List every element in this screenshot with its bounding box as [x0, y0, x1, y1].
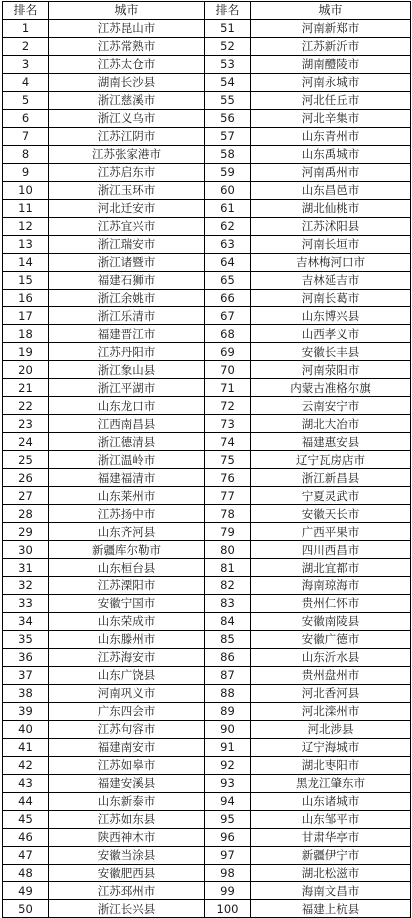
rank-cell: 30: [3, 541, 49, 559]
table-row: [3, 37, 411, 55]
table-row: [3, 19, 411, 37]
table-row: [3, 882, 411, 900]
city-cell: 河北迁安市: [49, 199, 205, 217]
rank-cell: 92: [205, 756, 251, 774]
table-row: [3, 73, 411, 91]
city-cell: 新疆伊宁市: [251, 846, 411, 864]
city-cell: 山东滕州市: [49, 630, 205, 648]
city-cell: 云南安宁市: [251, 397, 411, 415]
rank-cell: 11: [3, 199, 49, 217]
rank-cell: 20: [3, 361, 49, 379]
rank-cell: 66: [205, 289, 251, 307]
city-cell: 浙江温岭市: [49, 451, 205, 469]
city-cell: 山东昌邑市: [251, 181, 411, 199]
rank-cell: 81: [205, 559, 251, 577]
rank-cell: 8: [3, 145, 49, 163]
table-row: [3, 361, 411, 379]
table-row: [3, 738, 411, 756]
table-row: [3, 163, 411, 181]
city-cell: 山东诸城市: [251, 792, 411, 810]
city-cell: 河北辛集市: [251, 109, 411, 127]
rank-cell: 23: [3, 415, 49, 433]
table-row: [3, 666, 411, 684]
rank-cell: 7: [3, 127, 49, 145]
table-row: [3, 630, 411, 648]
city-cell: 四川西昌市: [251, 541, 411, 559]
city-cell: 浙江德清县: [49, 433, 205, 451]
city-cell: 湖北大冶市: [251, 415, 411, 433]
city-cell: 河南禹州市: [251, 163, 411, 181]
rank-cell: 2: [3, 37, 49, 55]
rank-cell: 59: [205, 163, 251, 181]
rank-cell: 14: [3, 253, 49, 271]
table-row: [3, 271, 411, 289]
city-cell: 河南长垣市: [251, 235, 411, 253]
city-cell: 陕西神木市: [49, 828, 205, 846]
city-cell: 广东四会市: [49, 702, 205, 720]
rank-cell: 38: [3, 684, 49, 702]
rank-cell: 45: [3, 810, 49, 828]
rank-cell: 17: [3, 307, 49, 325]
city-cell: 安徽广德市: [251, 630, 411, 648]
city-cell: 山东齐河县: [49, 523, 205, 541]
rank-cell: 83: [205, 594, 251, 612]
city-cell: 安徽长丰县: [251, 343, 411, 361]
city-cell: 浙江长兴县: [49, 900, 205, 918]
rank-cell: 47: [3, 846, 49, 864]
rank-cell: 53: [205, 55, 251, 73]
rank-cell: 93: [205, 774, 251, 792]
city-cell: 山东新泰市: [49, 792, 205, 810]
rank-cell: 65: [205, 271, 251, 289]
city-cell: 江西南昌县: [49, 415, 205, 433]
rank-cell: 86: [205, 648, 251, 666]
city-cell: 辽宁海城市: [251, 738, 411, 756]
city-cell: 江苏沭阳县: [251, 217, 411, 235]
rank-cell: 12: [3, 217, 49, 235]
table-row: [3, 702, 411, 720]
city-cell: 新疆库尔勒市: [49, 541, 205, 559]
city-cell: 广西平果市: [251, 523, 411, 541]
rank-cell: 55: [205, 91, 251, 109]
header-city: 城市: [49, 2, 205, 20]
rank-cell: 63: [205, 235, 251, 253]
rank-cell: 70: [205, 361, 251, 379]
table-row: [3, 325, 411, 343]
rank-cell: 84: [205, 612, 251, 630]
table-row: [3, 109, 411, 127]
rank-cell: 91: [205, 738, 251, 756]
rank-cell: 75: [205, 451, 251, 469]
header-city-2: 城市: [251, 2, 411, 20]
table-row: [3, 505, 411, 523]
rank-cell: 51: [205, 19, 251, 37]
city-cell: 海南文昌市: [251, 882, 411, 900]
rank-cell: 85: [205, 630, 251, 648]
rank-cell: 79: [205, 523, 251, 541]
city-cell: 山东莱州市: [49, 487, 205, 505]
city-cell: 安徽当涂县: [49, 846, 205, 864]
table-row: [3, 487, 411, 505]
rank-cell: 43: [3, 774, 49, 792]
city-cell: 江苏张家港市: [49, 145, 205, 163]
city-cell: 江苏扬中市: [49, 505, 205, 523]
city-cell: 辽宁瓦房店市: [251, 451, 411, 469]
rank-cell: 48: [3, 864, 49, 882]
city-cell: 江苏新沂市: [251, 37, 411, 55]
city-cell: 浙江慈溪市: [49, 91, 205, 109]
city-cell: 江苏溧阳市: [49, 577, 205, 595]
rank-cell: 5: [3, 91, 49, 109]
rank-cell: 56: [205, 109, 251, 127]
city-cell: 贵州盘州市: [251, 666, 411, 684]
rank-cell: 1: [3, 19, 49, 37]
city-cell: 江苏句容市: [49, 720, 205, 738]
rank-cell: 31: [3, 559, 49, 577]
rank-cell: 98: [205, 864, 251, 882]
city-cell: 安徽天长市: [251, 505, 411, 523]
rank-cell: 19: [3, 343, 49, 361]
city-cell: 湖南醴陵市: [251, 55, 411, 73]
table-row: [3, 469, 411, 487]
rank-cell: 54: [205, 73, 251, 91]
rank-cell: 78: [205, 505, 251, 523]
city-cell: 福建上杭县: [251, 900, 411, 918]
rank-cell: 15: [3, 271, 49, 289]
city-cell: 福建石狮市: [49, 271, 205, 289]
table-row: [3, 235, 411, 253]
rank-cell: 13: [3, 235, 49, 253]
city-cell: 河南荥阳市: [251, 361, 411, 379]
rank-cell: 42: [3, 756, 49, 774]
rank-cell: 72: [205, 397, 251, 415]
city-cell: 安徽宁国市: [49, 594, 205, 612]
rank-cell: 6: [3, 109, 49, 127]
city-cell: 江苏如皋市: [49, 756, 205, 774]
table-row: [3, 523, 411, 541]
city-cell: 山东桓台县: [49, 559, 205, 577]
rank-cell: 35: [3, 630, 49, 648]
header-row: [3, 2, 411, 20]
rank-cell: 37: [3, 666, 49, 684]
city-cell: 福建惠安县: [251, 433, 411, 451]
rank-cell: 18: [3, 325, 49, 343]
rank-cell: 80: [205, 541, 251, 559]
table-row: [3, 145, 411, 163]
city-cell: 安徽肥西县: [49, 864, 205, 882]
rank-cell: 82: [205, 577, 251, 595]
table-row: [3, 774, 411, 792]
city-cell: 浙江玉环市: [49, 181, 205, 199]
rank-cell: 71: [205, 379, 251, 397]
city-cell: 江苏启东市: [49, 163, 205, 181]
city-cell: 浙江平湖市: [49, 379, 205, 397]
table-row: [3, 415, 411, 433]
table-row: [3, 559, 411, 577]
table-row: [3, 828, 411, 846]
table-row: [3, 289, 411, 307]
rank-cell: 61: [205, 199, 251, 217]
table-row: [3, 900, 411, 918]
city-cell: 江苏昆山市: [49, 19, 205, 37]
city-cell: 河南新郑市: [251, 19, 411, 37]
rank-cell: 69: [205, 343, 251, 361]
rank-cell: 52: [205, 37, 251, 55]
city-cell: 河南巩义市: [49, 684, 205, 702]
city-cell: 山东禹城市: [251, 145, 411, 163]
header-rank-2: 排名: [205, 2, 251, 20]
table-row: [3, 379, 411, 397]
city-cell: 浙江乐清市: [49, 307, 205, 325]
rank-cell: 64: [205, 253, 251, 271]
rank-cell: 40: [3, 720, 49, 738]
rank-cell: 57: [205, 127, 251, 145]
city-cell: 湖南长沙县: [49, 73, 205, 91]
city-cell: 福建安溪县: [49, 774, 205, 792]
city-cell: 海南琼海市: [251, 577, 411, 595]
city-cell: 浙江余姚市: [49, 289, 205, 307]
rank-cell: 95: [205, 810, 251, 828]
rank-cell: 36: [3, 648, 49, 666]
rank-cell: 22: [3, 397, 49, 415]
city-cell: 浙江瑞安市: [49, 235, 205, 253]
city-cell: 山东青州市: [251, 127, 411, 145]
rank-cell: 16: [3, 289, 49, 307]
city-cell: 江苏海安市: [49, 648, 205, 666]
city-cell: 黑龙江肇东市: [251, 774, 411, 792]
rank-cell: 41: [3, 738, 49, 756]
table-row: [3, 307, 411, 325]
rank-cell: 21: [3, 379, 49, 397]
city-cell: 内蒙古准格尔旗: [251, 379, 411, 397]
city-cell: 山东广饶县: [49, 666, 205, 684]
table-row: [3, 127, 411, 145]
city-cell: 甘肃华亭市: [251, 828, 411, 846]
rank-cell: 25: [3, 451, 49, 469]
rank-cell: 27: [3, 487, 49, 505]
city-cell: 江苏丹阳市: [49, 343, 205, 361]
rank-cell: 62: [205, 217, 251, 235]
table-row: [3, 720, 411, 738]
rank-cell: 28: [3, 505, 49, 523]
city-cell: 浙江诸暨市: [49, 253, 205, 271]
rank-cell: 97: [205, 846, 251, 864]
table-row: [3, 612, 411, 630]
city-cell: 江苏江阴市: [49, 127, 205, 145]
table-row: [3, 756, 411, 774]
rank-cell: 29: [3, 523, 49, 541]
city-cell: 福建福清市: [49, 469, 205, 487]
city-cell: 山东沂水县: [251, 648, 411, 666]
rank-cell: 94: [205, 792, 251, 810]
table-row: [3, 541, 411, 559]
table-row: [3, 451, 411, 469]
city-cell: 福建晋江市: [49, 325, 205, 343]
city-cell: 山东邹平市: [251, 810, 411, 828]
table-row: [3, 792, 411, 810]
rank-cell: 88: [205, 684, 251, 702]
city-cell: 湖北枣阳市: [251, 756, 411, 774]
city-cell: 湖北仙桃市: [251, 199, 411, 217]
rank-cell: 33: [3, 594, 49, 612]
city-cell: 福建南安市: [49, 738, 205, 756]
table-row: [3, 91, 411, 109]
city-cell: 山东博兴县: [251, 307, 411, 325]
rank-cell: 10: [3, 181, 49, 199]
rank-cell: 76: [205, 469, 251, 487]
city-cell: 江苏邳州市: [49, 882, 205, 900]
city-cell: 江苏宜兴市: [49, 217, 205, 235]
table-row: [3, 684, 411, 702]
rank-cell: 77: [205, 487, 251, 505]
table-row: [3, 397, 411, 415]
rank-cell: 32: [3, 577, 49, 595]
city-cell: 河北滦州市: [251, 702, 411, 720]
city-cell: 河南永城市: [251, 73, 411, 91]
rank-cell: 74: [205, 433, 251, 451]
city-cell: 江苏如东县: [49, 810, 205, 828]
rank-cell: 26: [3, 469, 49, 487]
rank-cell: 44: [3, 792, 49, 810]
table-row: [3, 253, 411, 271]
rank-cell: 68: [205, 325, 251, 343]
city-cell: 湖北松滋市: [251, 864, 411, 882]
city-cell: 贵州仁怀市: [251, 594, 411, 612]
rank-cell: 99: [205, 882, 251, 900]
city-cell: 江苏常熟市: [49, 37, 205, 55]
city-cell: 浙江义乌市: [49, 109, 205, 127]
city-cell: 河北香河县: [251, 684, 411, 702]
table-body: [3, 19, 411, 917]
rank-cell: 89: [205, 702, 251, 720]
rank-cell: 73: [205, 415, 251, 433]
city-cell: 吉林梅河口市: [251, 253, 411, 271]
rank-cell: 39: [3, 702, 49, 720]
rank-cell: 49: [3, 882, 49, 900]
rank-cell: 58: [205, 145, 251, 163]
city-cell: 山东龙口市: [49, 397, 205, 415]
rank-cell: 96: [205, 828, 251, 846]
table-row: [3, 181, 411, 199]
city-cell: 宁夏灵武市: [251, 487, 411, 505]
city-cell: 湖北宜都市: [251, 559, 411, 577]
rank-cell: 60: [205, 181, 251, 199]
rank-cell: 9: [3, 163, 49, 181]
rank-cell: 87: [205, 666, 251, 684]
city-cell: 河南长葛市: [251, 289, 411, 307]
rank-cell: 24: [3, 433, 49, 451]
table-row: [3, 864, 411, 882]
table-row: [3, 343, 411, 361]
table-row: [3, 433, 411, 451]
table-row: [3, 846, 411, 864]
city-cell: 山东荣成市: [49, 612, 205, 630]
city-cell: 浙江象山县: [49, 361, 205, 379]
header-rank: 排名: [3, 2, 49, 20]
table-row: [3, 217, 411, 235]
rank-cell: 3: [3, 55, 49, 73]
city-cell: 江苏太仓市: [49, 55, 205, 73]
city-cell: 浙江新昌县: [251, 469, 411, 487]
table-row: [3, 594, 411, 612]
city-cell: 山西孝义市: [251, 325, 411, 343]
rank-cell: 4: [3, 73, 49, 91]
rank-cell: 34: [3, 612, 49, 630]
table-row: [3, 810, 411, 828]
table-row: [3, 577, 411, 595]
table-row: [3, 199, 411, 217]
rank-cell: 100: [205, 900, 251, 918]
rank-cell: 46: [3, 828, 49, 846]
city-cell: 河北任丘市: [251, 91, 411, 109]
rank-cell: 90: [205, 720, 251, 738]
rank-cell: 67: [205, 307, 251, 325]
table-row: [3, 648, 411, 666]
rank-cell: 50: [3, 900, 49, 918]
ranking-table: [2, 1, 411, 918]
table-row: [3, 55, 411, 73]
city-cell: 河北涉县: [251, 720, 411, 738]
city-cell: 安徽南陵县: [251, 612, 411, 630]
city-cell: 吉林延吉市: [251, 271, 411, 289]
